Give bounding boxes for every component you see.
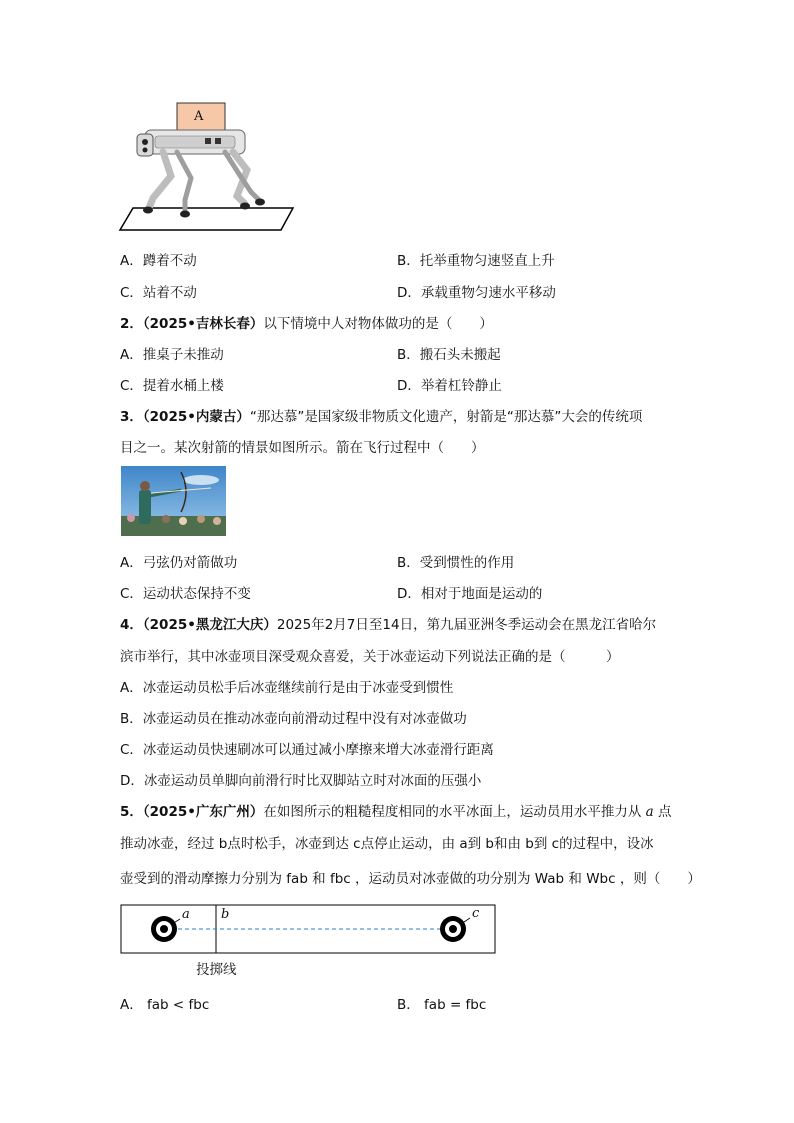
q3-stem-text-1: “那达慕”是国家级非物质文化遗产，射箭是“那达慕”大会的传统项 — [249, 409, 643, 425]
q5-option-b: B． fab = fbc — [397, 997, 487, 1013]
throw-line-label: 投掷线 — [196, 962, 237, 978]
q1-option-d: D．承载重物匀速水平移动 — [397, 285, 556, 301]
q4-option-a: A．冰壶运动员松手后冰壶继续前行是由于冰壶受到惯性 — [120, 680, 454, 696]
box-a-label: A — [194, 109, 204, 124]
q1-option-b: B．托举重物匀速竖直上升 — [397, 253, 555, 269]
q5-number: 5． — [120, 804, 143, 820]
label-b: b — [221, 907, 230, 922]
q3-option-d: D．相对于地面是运动的 — [397, 586, 543, 602]
q2-stem-text: 以下情境中人对物体做功的是（ ） — [263, 316, 493, 332]
q2-option-b: B．搬石头未搬起 — [397, 347, 501, 363]
q5-stem-line1 — [120, 800, 672, 820]
q4-option-d: D．冰壶运动员单脚向前滑行时比双脚站立时对冰面的压强小 — [120, 773, 482, 789]
curling-figure — [120, 904, 498, 956]
q4-stem-line1 — [120, 613, 656, 633]
q2-option-d: D．举着杠铃静止 — [397, 378, 502, 394]
q4-stem-line2: 滨市举行，其中冰壶项目深受观众喜爱，关于冰壶运动下列说法正确的是（ ） — [120, 649, 620, 665]
q3-option-a: A．弓弦仍对箭做功 — [120, 555, 238, 571]
q4-number: 4． — [120, 617, 143, 633]
q5-stem-text-1b: 点 — [653, 804, 672, 820]
robot-dog-figure — [115, 100, 300, 235]
q4-stem-text-1: 2025年2月7日至14日，第九届亚洲冬季运动会在黑龙江省哈尔 — [276, 617, 657, 633]
q2-source: （2025•吉林长春） — [142, 316, 264, 332]
q5-stem-text-1a: 在如图所示的粗糙程度相同的水平冰面上，运动员用水平推力从 — [263, 804, 646, 820]
q3-number: 3． — [120, 409, 143, 425]
q2-stem — [120, 312, 493, 332]
q5-stem-line2: 推动冰壶，经过 b点时松手，冰壶到达 c点停止运动，由 a到 b和由 b到 c的过程中，设冰 — [120, 836, 654, 852]
q5-stem-line3: 壶受到的滑动摩擦力分别为 fab 和 fbc ，运动员对冰壶做的功分别为 Wab 和 Wbc ，则（ ） — [120, 871, 701, 887]
q3-source: （2025•内蒙古） — [142, 409, 250, 425]
q1-option-c: C．站着不动 — [120, 285, 197, 301]
q4-option-b: B．冰壶运动员在推动冰壶向前滑动过程中没有对冰壶做功 — [120, 711, 467, 727]
q3-option-b: B．受到惯性的作用 — [397, 555, 515, 571]
label-c: c — [472, 906, 480, 921]
q2-option-a: A．推桌子未推动 — [120, 347, 224, 363]
label-a: a — [182, 907, 190, 922]
q3-stem-line1 — [120, 405, 642, 425]
q3-option-c: C．运动状态保持不变 — [120, 586, 251, 602]
archery-photo — [121, 466, 226, 536]
q5-source: （2025•广东广州） — [142, 804, 264, 820]
q4-source: （2025•黑龙江大庆） — [142, 617, 277, 633]
robot-dog-image — [115, 100, 300, 235]
q1-option-a: A．蹲着不动 — [120, 253, 197, 269]
q2-option-c: C．提着水桶上楼 — [120, 378, 224, 394]
q2-number: 2． — [120, 316, 143, 332]
q5-option-a: A． fab < fbc — [120, 997, 210, 1013]
q3-stem-line2: 目之一。某次射箭的情景如图所示。箭在飞行过程中（ ） — [120, 440, 485, 456]
q4-option-c: C．冰壶运动员快速刷冰可以通过减小摩擦来增大冰壶滑行距离 — [120, 742, 494, 758]
archery-image — [121, 466, 226, 536]
curling-diagram — [120, 904, 498, 956]
q5-stem-point-a: a — [645, 804, 654, 820]
